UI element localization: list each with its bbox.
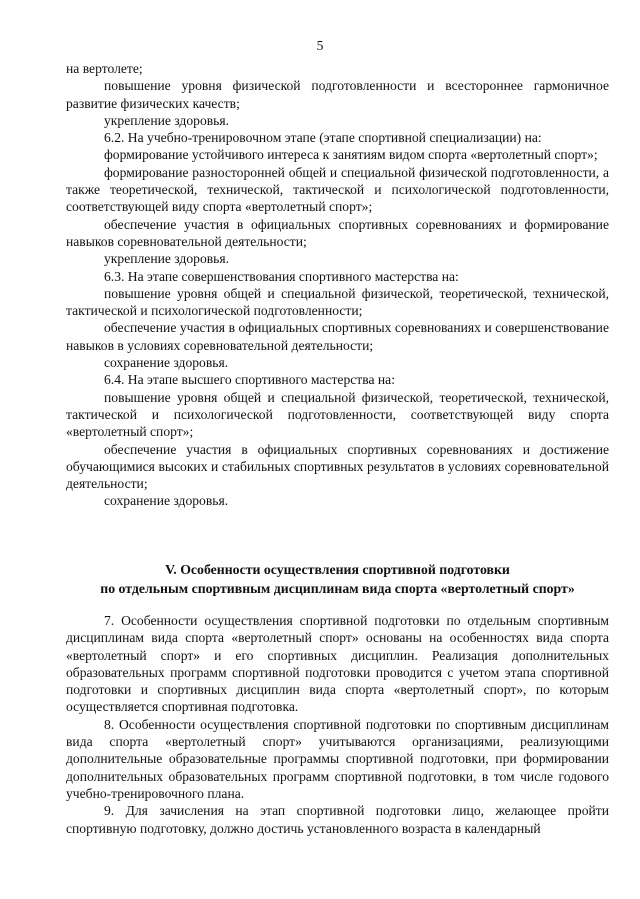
paragraph: обеспечение участия в официальных спортивных соревнованиях и совершенствование навыков в условиях соревновательной деятельности; <box>66 320 609 353</box>
paragraph: сохранение здоровья. <box>104 355 229 371</box>
paragraph: повышение уровня общей и специальной физической, теоретической, технической, тактической и психологической подготовленности; <box>66 285 609 319</box>
paragraph: 7. Особенности осуществления спортивной подготовки по отдельным спортивным дисциплинам вида спорта «вертолетный спорт» основаны на особенностях вида спорта «вертолетный спорт» и его спортивных дисциплин. Реализация дополнительных образовательных программ спортивной подготовки проводится с учетом этапа спортивной подготовки и спортивных дисциплин вида спорта «вертолетный спорт», по которым осуществляется спортивная подготовка. <box>66 613 609 715</box>
paragraph: 6.2. На учебно-тренировочном этапе (этапе спортивной специализации) на: <box>104 130 542 146</box>
body-text-section <box>66 612 609 837</box>
paragraph: обеспечение участия в официальных спортивных соревнованиях и формирование навыков соревновательной деятельности; <box>66 216 609 249</box>
paragraph: повышение уровня физической подготовленности и всестороннее гармоничное развитие физических качеств; <box>66 78 609 111</box>
page-number: 5 <box>316 38 324 53</box>
paragraph: обеспечение участия в официальных спортивных соревнованиях и достижение обучающимися высоких и стабильных спортивных результатов в условиях соревновательной деятельности; <box>66 441 609 492</box>
section-heading-line-2: по отдельным спортивным дисциплинам вида спорта «вертолетный спорт» <box>100 581 575 596</box>
paragraph: 8. Особенности осуществления спортивной подготовки по спортивным дисциплинам вида спорта «вертолетный спорт» учитываются организациями, реализующими дополнительные образовательные программы спортивной подготовки, при формировании дополнительных образовательных программ спортивной подготовки, в том числе годового учебно-тренировочного плана. <box>66 716 609 801</box>
paragraph: 6.3. На этапе совершенствования спортивного мастерства на: <box>104 268 459 284</box>
paragraph: укрепление здоровья. <box>104 112 230 128</box>
paragraph: сохранение здоровья. <box>104 493 229 509</box>
paragraph: формирование устойчивого интереса к занятиям видом спорта «вертолетный спорт»; <box>104 147 598 163</box>
section-heading <box>66 560 609 598</box>
paragraph: укрепление здоровья. <box>104 251 230 267</box>
paragraph: 9. Для зачисления на этап спортивной подготовки лицо, желающее пройти спортивную подготовку, должно достичь установленного возраста в календарный <box>66 803 609 836</box>
paragraph: на вертолете; <box>66 61 143 76</box>
body-text-top <box>66 60 609 510</box>
paragraph: повышение уровня общей и специальной физической, теоретической, технической, тактической и психологической подготовленности, соответствующей виду спорта «вертолетный спорт»; <box>66 389 609 440</box>
paragraph: формирование разносторонней общей и специальной физической подготовленности, а также теоретической, технической, тактической и психологической подготовленности, соответствующей виду спорта «вертолетный спорт»; <box>66 164 609 215</box>
section-heading-line-1: V. Особенности осуществления спортивной подготовки <box>165 562 510 577</box>
paragraph: 6.4. На этапе высшего спортивного мастерства на: <box>104 372 395 388</box>
